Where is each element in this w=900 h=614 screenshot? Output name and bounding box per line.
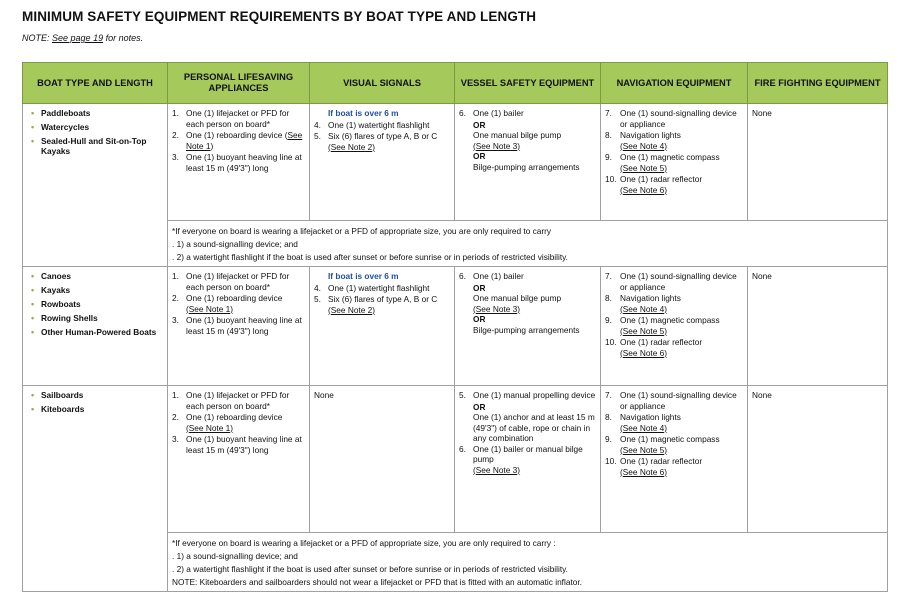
note-link[interactable]: (See Note 5) — [620, 325, 668, 336]
list-item: • Watercycles — [31, 122, 90, 132]
table-header-row — [23, 63, 888, 104]
list-item: 3. One (1) buoyant heaving line at least 15 m (49'3") long — [172, 152, 302, 173]
list-item: 6. One (1) bailer or manual bilge pump (See Note 3) — [459, 443, 583, 475]
condition-label: If boat is over 6 m — [328, 271, 399, 281]
list-item: 5. One (1) manual propelling device — [459, 390, 596, 400]
note-link[interactable]: (See Note 4) — [620, 140, 668, 151]
or-label: OR — [473, 282, 486, 293]
requirements-table — [22, 62, 888, 592]
list-item: 1. One (1) lifejacket or PFD for each person on board* — [172, 390, 290, 411]
page-note — [22, 33, 143, 43]
list-item: 4. One (1) watertight flashlight — [314, 119, 430, 130]
note-link[interactable]: (See Note 6) — [620, 466, 668, 477]
condition-label: If boat is over 6 m — [328, 108, 399, 118]
list-item: 10. One (1) radar reflector (See Note 6) — [605, 174, 703, 195]
bullet-icon: • — [31, 327, 35, 337]
list-item: • Rowboats — [31, 299, 81, 309]
table-row — [23, 386, 888, 533]
list-item: 8. Navigation lights (See Note 4) — [605, 293, 681, 314]
list-item: • Sailboards — [31, 390, 84, 400]
list-item: 6. One (1) bailer — [459, 108, 524, 118]
note-link[interactable]: (See Note 2) — [328, 141, 376, 152]
list-item: 5. Six (6) flares of type A, B or C (See Note 2) — [314, 131, 438, 152]
or-label: OR — [473, 314, 486, 324]
bullet-icon: • — [31, 108, 35, 118]
header-vessel-safety: VESSEL SAFETY EQUIPMENT — [455, 63, 601, 104]
note-link[interactable]: (See Note 5) — [620, 162, 668, 173]
list-item: 2. One (1) reboarding device (See Note 1) — [172, 130, 303, 151]
list-item: 7. One (1) sound-signalling device or appliance — [605, 271, 737, 292]
note-link[interactable]: (See Note 3) — [473, 464, 521, 475]
list-item: • Sealed-Hull and Sit-on-Top Kayaks — [31, 136, 147, 156]
list-item: • Rowing Shells — [31, 313, 98, 323]
note-link[interactable]: (See Note 1) — [186, 422, 234, 433]
list-item: 9. One (1) magnetic compass (See Note 5) — [605, 152, 720, 173]
bullet-icon: • — [31, 122, 35, 132]
header-navigation: NAVIGATION EQUIPMENT — [601, 63, 748, 104]
footnote-line: . 2) a watertight flashlight if the boat is used after sunset or before sunrise or in periods of restricted visibility. — [172, 564, 568, 574]
footnote-line: . 1) a sound-signalling device; and — [172, 239, 298, 249]
or-label: OR — [473, 119, 486, 130]
or-label: OR — [473, 151, 486, 161]
footnote-cell — [168, 533, 888, 592]
visual-signals-cell: None — [310, 386, 455, 533]
navigation-cell — [601, 386, 748, 533]
note-prefix: NOTE: — [22, 33, 50, 43]
footnote-line: *If everyone on board is wearing a lifejacket or a PFD of appropriate size, you are only required to carry — [172, 226, 552, 236]
table-row — [23, 104, 888, 221]
list-item: 10. One (1) radar reflector (See Note 6) — [605, 456, 703, 477]
boat-type-cell — [23, 267, 168, 386]
see-page-link[interactable]: See page 19 — [52, 33, 104, 43]
navigation-cell — [601, 104, 748, 221]
header-visual-signals: VISUAL SIGNALS — [310, 63, 455, 104]
note-link[interactable]: (See Note 4) — [620, 303, 668, 314]
note-link[interactable]: (See Note 6) — [620, 347, 668, 358]
boat-type-cell — [23, 386, 168, 592]
visual-signals-cell — [310, 267, 455, 386]
footnote-cell — [168, 221, 888, 267]
list-item: 8. Navigation lights (See Note 4) — [605, 412, 681, 433]
vessel-safety-cell: 5. One (1) manual propelling device OR One (1) anchor and at least 15 m (49'3") of cable, rope or chain in any combination 6. One (1) bailer or manual bilge pump (See Note 3) — [455, 386, 601, 533]
list-item: 3. One (1) buoyant heaving line at least 15 m (49'3") long — [172, 434, 302, 455]
bullet-icon: • — [31, 313, 35, 323]
list-item: 7. One (1) sound-signalling device or appliance — [605, 108, 737, 129]
note-link[interactable]: (See Note 1) — [186, 303, 234, 314]
note-link[interactable]: (See Note 6) — [620, 184, 668, 195]
note-link[interactable]: (See Note 2) — [328, 304, 376, 315]
list-item: 6. One (1) bailer — [459, 271, 524, 281]
list-item: 1. One (1) lifejacket or PFD for each person on board* — [172, 108, 290, 129]
list-item: • Canoes — [31, 271, 71, 281]
header-fire-fighting: FIRE FIGHTING EQUIPMENT — [748, 63, 888, 104]
bullet-icon: • — [31, 271, 35, 281]
vessel-safety-cell: 6. One (1) bailer OR One manual bilge pump (See Note 3) OR Bilge-pumping arrangements — [455, 104, 601, 221]
note-suffix: for notes. — [105, 33, 144, 43]
or-label: OR — [473, 401, 486, 412]
list-item: 5. Six (6) flares of type A, B or C (See Note 2) — [314, 294, 438, 315]
bullet-icon: • — [31, 404, 35, 414]
note-link[interactable]: See Note 1 — [186, 130, 303, 151]
list-item: 10. One (1) radar reflector (See Note 6) — [605, 337, 703, 358]
note-link[interactable]: (See Note 3) — [473, 140, 521, 151]
note-link[interactable]: (See Note 4) — [620, 422, 668, 433]
visual-signals-cell — [310, 104, 455, 221]
bullet-icon: • — [31, 299, 35, 309]
boat-list — [27, 271, 163, 337]
list-item: 7. One (1) sound-signalling device or appliance — [605, 390, 737, 411]
list-item: 2. One (1) reboarding device (See Note 1) — [172, 293, 283, 314]
footnote-line: *If everyone on board is wearing a lifejacket or a PFD of appropriate size, you are only required to carry : — [172, 538, 556, 548]
note-link[interactable]: (See Note 3) — [473, 303, 521, 314]
list-item: 9. One (1) magnetic compass (See Note 5) — [605, 315, 720, 336]
header-boat-type: BOAT TYPE AND LENGTH — [23, 63, 168, 104]
pla-cell — [168, 267, 310, 386]
list-item: 9. One (1) magnetic compass (See Note 5) — [605, 434, 720, 455]
list-item: 3. One (1) buoyant heaving line at least 15 m (49'3") long — [172, 315, 302, 336]
fire-fighting-cell: None — [748, 267, 888, 386]
boat-type-cell — [23, 104, 168, 267]
header-personal-lifesaving: PERSONAL LIFESAVING APPLIANCES — [168, 63, 310, 104]
fire-fighting-cell: None — [748, 386, 888, 533]
navigation-cell — [601, 267, 748, 386]
footnote-line: . 1) a sound-signalling device; and — [172, 551, 298, 561]
list-item: 4. One (1) watertight flashlight — [314, 282, 430, 293]
footnote-line: . 2) a watertight flashlight if the boat is used after sunset or before sunrise or in periods of restricted visibility. — [172, 252, 568, 262]
list-item: 2. One (1) reboarding device (See Note 1) — [172, 412, 283, 433]
bullet-icon: • — [31, 285, 35, 295]
list-item: 8. Navigation lights (See Note 4) — [605, 130, 681, 151]
bullet-icon: • — [31, 390, 35, 400]
pla-cell — [168, 104, 310, 221]
table-row — [23, 267, 888, 386]
vessel-safety-cell: 6. One (1) bailer OR One manual bilge pump (See Note 3) OR Bilge-pumping arrangements — [455, 267, 601, 386]
list-item: • Kiteboards — [31, 404, 85, 414]
page-title: MINIMUM SAFETY EQUIPMENT REQUIREMENTS BY BOAT TYPE AND LENGTH — [22, 9, 537, 24]
list-item: • Paddleboats — [31, 108, 91, 118]
list-item: 1. One (1) lifejacket or PFD for each person on board* — [172, 271, 290, 292]
footnote-line: NOTE: Kiteboarders and sailboarders should not wear a lifejacket or PFD that is fitted with an automatic inflator. — [172, 577, 582, 587]
bullet-icon: • — [31, 136, 35, 146]
list-item: • Kayaks — [31, 285, 71, 295]
boat-list — [27, 108, 163, 156]
list-item: • Other Human-Powered Boats — [31, 327, 157, 337]
pla-cell — [168, 386, 310, 533]
fire-fighting-cell: None — [748, 104, 888, 221]
note-link[interactable]: (See Note 5) — [620, 444, 668, 455]
boat-list — [27, 390, 163, 414]
